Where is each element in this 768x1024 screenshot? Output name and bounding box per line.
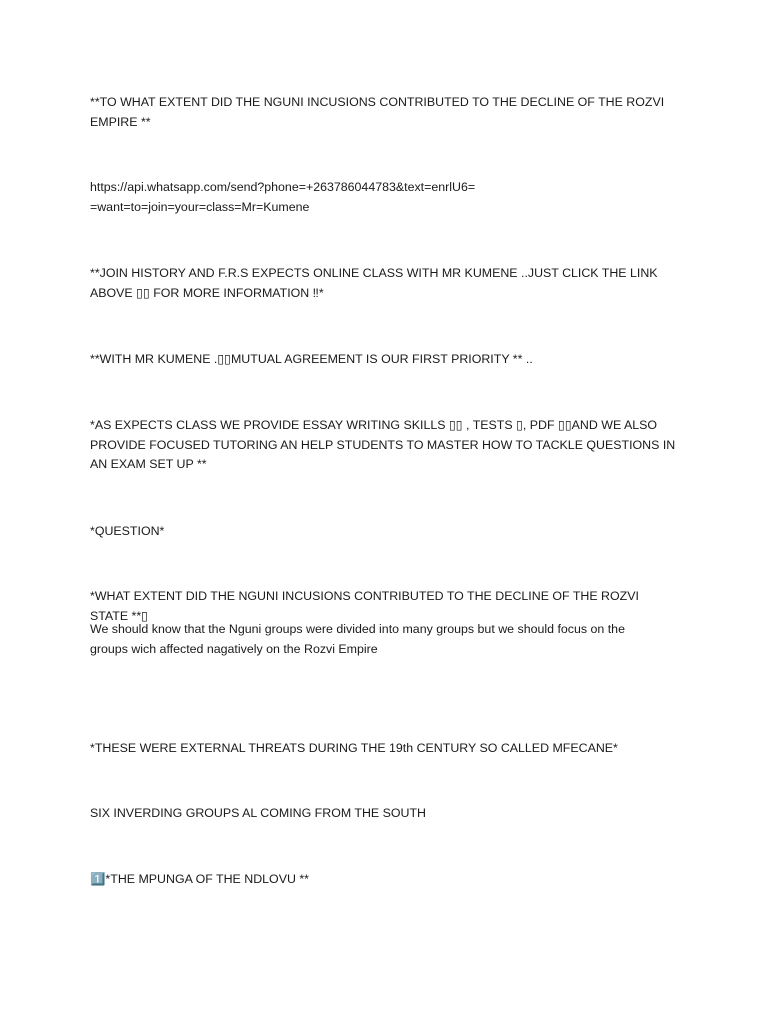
whatsapp-link[interactable]: https://api.whatsapp.com/send?phone=+263786044783&text=enrlU6= =want=to=join=your=class=Mr=Kumene: [90, 180, 476, 214]
join-class-paragraph: **JOIN HISTORY AND F.R.S EXPECTS ONLINE CLASS WITH MR KUMENE ..JUST CLICK THE LINK ABOVE ▯▯ FOR MORE INFORMATION ‼*: [90, 266, 658, 300]
question-heading: *QUESTION*: [90, 524, 165, 538]
services-paragraph: *AS EXPECTS CLASS WE PROVIDE ESSAY WRITING SKILLS ▯▯ , TESTS ▯, PDF ▯▯AND WE ALSO PROVIDE FOCUSED TUTORING AN HELP STUDENTS TO MASTER HOW TO TACKLE QUESTIONS IN AN EXAM SET UP **: [90, 418, 676, 471]
document-title: **TO WHAT EXTENT DID THE NGUNI INCUSIONS CONTRIBUTED TO THE DECLINE OF THE ROZVI EMPIRE **: [90, 95, 665, 129]
intro-paragraph: We should know that the Nguni groups were divided into many groups but we should focus on the groups wich affected nagatively on the Rozvi Empire: [90, 622, 625, 656]
mutual-agreement-paragraph: **WITH MR KUMENE .▯▯MUTUAL AGREEMENT IS OUR FIRST PRIORITY ** ..: [90, 352, 533, 366]
invading-groups-paragraph: SIX INVERDING GROUPS AL COMING FROM THE SOUTH: [90, 806, 426, 820]
external-threats-paragraph: *THESE WERE EXTERNAL THREATS DURING THE 19th CENTURY SO CALLED MFECANE*: [90, 741, 618, 755]
list-item-mpunga: 1️⃣*THE MPUNGA OF THE NDLOVU **: [90, 872, 309, 886]
question-text: *WHAT EXTENT DID THE NGUNI INCUSIONS CONTRIBUTED TO THE DECLINE OF THE ROZVI STATE **▯: [90, 589, 639, 623]
